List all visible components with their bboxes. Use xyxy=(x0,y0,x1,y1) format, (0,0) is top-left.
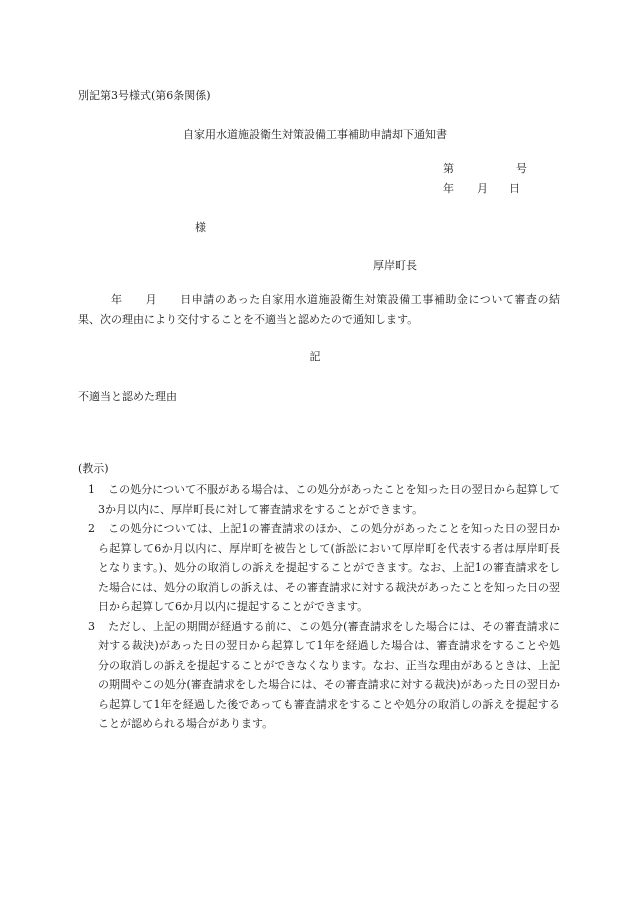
document-title: 自家用水道施設衛生対策設備工事補助申請却下通知書 xyxy=(183,128,447,141)
document-date xyxy=(443,180,520,196)
notice-number: 3 xyxy=(88,619,95,633)
date-month: 月 xyxy=(477,182,488,195)
addressee: 様 xyxy=(195,221,206,234)
body-paragraph: 年 月 日申請のあった自家用水道施設衛生対策設備工事補助金について審査の結果、次の理由により交付することを不適当と認めたので通知します。 xyxy=(78,293,560,326)
doc-number-prefix: 第 xyxy=(443,162,454,175)
ki-mark: 記 xyxy=(309,350,321,363)
notice-text: この処分については、上記1の審査請求のほか、この処分があったことを知った日の翌日から起算して6か月以内に、厚岸町を被告として(訴訟において厚岸町を代表する者は厚岸町長となります。)、処分の取消しの訴えを提起することができます。なお、上記1の審査請求をした場合には、処分の取消しの訴えは、その審査請求に対する裁決があったことを知った日の翌日から起算して6か月以内に提起することができます。 xyxy=(98,522,560,613)
doc-number-suffix: 号 xyxy=(516,162,527,175)
form-reference: 別記第3号様式(第6条関係) xyxy=(78,89,211,102)
notice-list xyxy=(78,480,560,734)
notice-text: この処分について不服がある場合は、この処分があったことを知った日の翌日から起算して3か月以内に、厚岸町長に対して審査請求をすることができます。 xyxy=(98,483,560,516)
notice-heading: (教示) xyxy=(78,462,109,475)
notice-number: 2 xyxy=(88,522,95,535)
document-number xyxy=(443,160,527,176)
date-year: 年 xyxy=(443,182,454,195)
notice-item xyxy=(78,480,560,519)
notice-item xyxy=(78,617,560,734)
date-day: 日 xyxy=(509,182,520,195)
reason-label: 不適当と認めた理由 xyxy=(78,390,177,403)
notice-number: 1 xyxy=(88,483,95,496)
notice-item xyxy=(78,519,560,617)
sender: 厚岸町長 xyxy=(373,259,417,272)
notice-text: ただし、上記の期間が経過する前に、この処分(審査請求をした場合には、その審査請求に対する裁決)があった日の翌日から起算して1年を経過した場合は、審査請求をすることや処分の取消しの訴えを提起することができなくなります。なお、正当な理由があるときは、上記の期間やこの処分(審査請求をした場合には、その審査請求に対する裁決)があった日の翌日から起算して1年を経過した後であっても審査請求をすることや処分の取消しの訴えを提起することが認められる場合があります。 xyxy=(98,619,560,730)
